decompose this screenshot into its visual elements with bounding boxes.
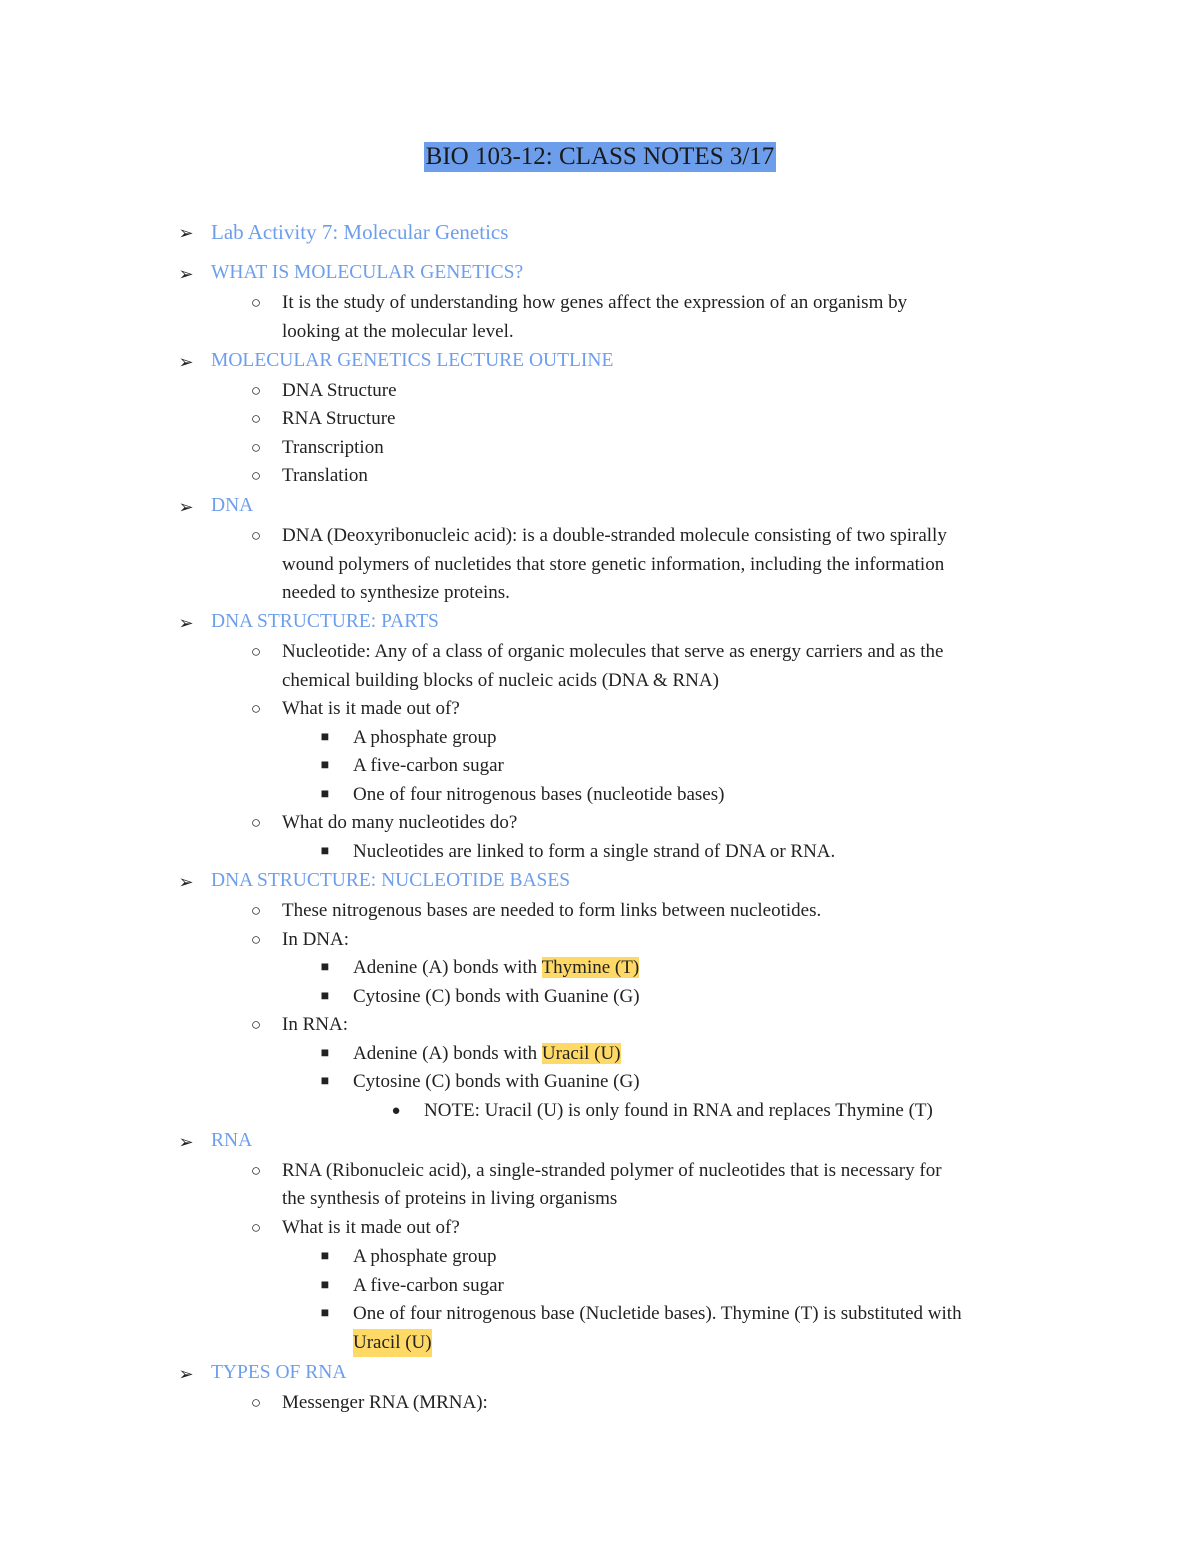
circle-bullet-icon: ○ (250, 929, 262, 949)
heading-outline (0, 347, 1200, 377)
circle-bullet-icon: ○ (250, 466, 262, 485)
square-bullet-icon: ■ (320, 786, 330, 802)
circle-bullet-icon: ○ (250, 1160, 262, 1180)
title-wrap (0, 142, 1200, 172)
definition-line: needed to synthesize proteins. (282, 582, 510, 603)
square-bullet-icon: ■ (320, 988, 330, 1004)
heading-lab-activity (0, 218, 1200, 259)
subheading-in-rna: In RNA: (282, 1014, 348, 1035)
list-item (0, 1214, 1200, 1244)
list-item (0, 838, 1200, 868)
circle-bullet-icon: ○ (250, 1217, 262, 1237)
heading-types-of-rna (0, 1359, 1200, 1389)
list-item (0, 1243, 1200, 1272)
base-pair-text: Cytosine (C) bonds with Guanine (G) (353, 1071, 640, 1092)
square-bullet-icon: ■ (320, 758, 330, 773)
circle-bullet-icon: ○ (250, 901, 262, 920)
square-bullet-icon: ■ (320, 1306, 330, 1321)
heading-text: DNA (211, 495, 254, 516)
outline-item: Transcription (282, 436, 384, 458)
base-pair-text (353, 954, 639, 983)
list-item (0, 724, 1200, 753)
outline-item: RNA Structure (282, 408, 396, 429)
bases-intro: These nitrogenous bases are needed to form links between nucleotides. (282, 900, 822, 921)
definition-line: the synthesis of proteins in living organisms (282, 1188, 618, 1209)
arrow-bullet-icon: ➢ (178, 613, 194, 633)
definition-line: looking at the molecular level. (282, 320, 514, 342)
component-item: A phosphate group (353, 1246, 497, 1267)
square-bullet-icon: ■ (320, 843, 330, 859)
component-item: A five-carbon sugar (353, 755, 504, 776)
question-text: What is it made out of? (282, 1216, 460, 1238)
circle-bullet-icon: ○ (250, 293, 262, 312)
list-item-continuation (0, 579, 1200, 608)
component-item: A five-carbon sugar (353, 1274, 504, 1296)
circle-bullet-icon: ○ (250, 813, 262, 832)
component-item: One of four nitrogenous bases (nucleotide bases) (353, 783, 725, 805)
arrow-bullet-icon: ➢ (178, 497, 194, 517)
circle-bullet-icon: ○ (250, 1392, 262, 1412)
list-item (0, 522, 1200, 551)
list-item (0, 1011, 1200, 1040)
heading-dna-parts (0, 608, 1200, 638)
outline-item: DNA Structure (282, 379, 397, 401)
list-item (0, 897, 1200, 926)
list-item (0, 462, 1200, 492)
highlighted-base: Thymine (T) (541, 957, 640, 978)
component-item: A phosphate group (353, 726, 497, 748)
list-item (0, 1272, 1200, 1301)
list-item (0, 434, 1200, 463)
circle-bullet-icon: ○ (250, 380, 262, 400)
definition-line: It is the study of understanding how genes affect the expression of an organism by (282, 292, 908, 313)
list-item-continuation (0, 551, 1200, 580)
page-title: BIO 103-12: CLASS NOTES 3/17 (425, 143, 775, 170)
heading-text: RNA (211, 1129, 253, 1151)
list-item (0, 377, 1200, 406)
definition-line: Nucleotide: Any of a class of organic molecules that serve as energy carriers and as the (282, 641, 944, 662)
notes-body (0, 218, 1200, 1417)
circle-bullet-icon: ○ (250, 409, 262, 428)
heading-text: DNA STRUCTURE: NUCLEOTIDE BASES (211, 870, 571, 891)
square-bullet-icon: ■ (320, 1045, 330, 1061)
component-item: One of four nitrogenous base (Nucletide bases). Thymine (T) is substituted with (353, 1303, 962, 1324)
list-item (0, 752, 1200, 781)
list-item (0, 954, 1200, 983)
list-item (0, 983, 1200, 1012)
circle-bullet-icon: ○ (250, 699, 262, 718)
heading-dna (0, 492, 1200, 522)
square-bullet-icon: ■ (320, 729, 330, 745)
list-item-continuation (0, 667, 1200, 696)
circle-bullet-icon: ○ (250, 437, 262, 457)
circle-bullet-icon: ○ (250, 1015, 262, 1034)
arrow-bullet-icon: ➢ (178, 872, 194, 892)
definition-line: RNA (Ribonucleic acid), a single-stranded polymer of nucleotides that is necessary for (282, 1159, 942, 1181)
outline-item: Translation (282, 465, 368, 486)
list-item-continuation (0, 1329, 1200, 1359)
component-item: Nucleotides are linked to form a single strand of DNA or RNA. (353, 840, 836, 862)
square-bullet-icon: ■ (320, 1249, 330, 1264)
definition-line: wound polymers of nucletides that store genetic information, including the information (282, 553, 945, 575)
highlighted-base: Uracil (U) (353, 1329, 432, 1358)
square-bullet-icon: ■ (320, 1277, 330, 1293)
heading-text: Lab Activity 7: Molecular Genetics (211, 220, 509, 244)
heading-what-is (0, 259, 1200, 289)
heading-text: TYPES OF RNA (211, 1361, 347, 1383)
arrow-bullet-icon: ➢ (178, 264, 194, 284)
list-item-continuation (0, 318, 1200, 347)
list-item (0, 638, 1200, 667)
circle-bullet-icon: ○ (250, 526, 262, 545)
highlighted-base: Uracil (U) (541, 1042, 621, 1064)
list-item (0, 926, 1200, 955)
list-item (0, 1157, 1200, 1186)
list-item (0, 405, 1200, 434)
arrow-bullet-icon: ➢ (178, 1363, 194, 1384)
dot-bullet-icon: ● (391, 1102, 401, 1119)
list-item (0, 1040, 1200, 1069)
note-text: NOTE: Uracil (U) is only found in RNA and replaces Thymine (T) (424, 1099, 933, 1121)
list-item (0, 1068, 1200, 1097)
square-bullet-icon: ■ (320, 960, 330, 975)
list-item (0, 289, 1200, 318)
base-pair-prefix: Adenine (A) bonds with (353, 957, 542, 978)
base-pair-text: Cytosine (C) bonds with Guanine (G) (353, 985, 640, 1007)
definition-line: chemical building blocks of nucleic acids (DNA & RNA) (282, 669, 719, 691)
subheading-in-dna: In DNA: (282, 928, 350, 950)
list-item (0, 1389, 1200, 1418)
heading-nucleotide-bases (0, 867, 1200, 897)
heading-rna (0, 1127, 1200, 1157)
heading-text: DNA STRUCTURE: PARTS (211, 611, 439, 632)
question-text: What do many nucleotides do? (282, 812, 518, 833)
arrow-bullet-icon: ➢ (178, 223, 194, 243)
square-bullet-icon: ■ (320, 1074, 330, 1089)
definition-line: DNA (Deoxyribonucleic acid): is a double-stranded molecule consisting of two spirally (282, 525, 947, 546)
list-item (0, 809, 1200, 838)
list-item (0, 781, 1200, 810)
list-item-continuation (0, 1185, 1200, 1214)
question-text: What is it made out of? (282, 698, 460, 719)
circle-bullet-icon: ○ (250, 642, 262, 661)
list-item (0, 695, 1200, 724)
list-item (0, 1097, 1200, 1127)
base-pair-text (353, 1040, 621, 1069)
heading-text: WHAT IS MOLECULAR GENETICS? (211, 262, 524, 283)
list-item (0, 1300, 1200, 1329)
heading-text: MOLECULAR GENETICS LECTURE OUTLINE (211, 349, 614, 371)
base-pair-prefix: Adenine (A) bonds with (353, 1042, 542, 1064)
arrow-bullet-icon: ➢ (178, 1131, 194, 1152)
rna-type-item: Messenger RNA (MRNA): (282, 1391, 488, 1413)
arrow-bullet-icon: ➢ (178, 351, 194, 372)
